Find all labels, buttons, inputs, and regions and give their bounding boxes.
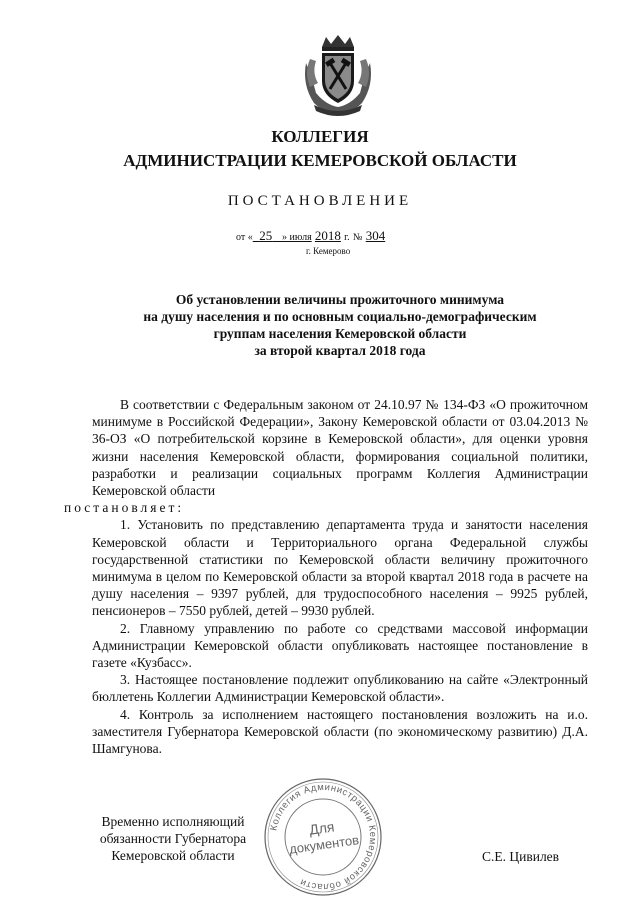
position-line: Кемеровской области [111,848,235,863]
org-name-line1: КОЛЛЕГИЯ [271,127,369,146]
stamp-center-line2: документов [288,832,360,857]
date-month: » июля [282,232,312,243]
title-line: Об установлении величины прожиточного минимума [175,292,505,307]
stamp-ring-text: Коллегия Администрации Кемеровской области [268,781,379,893]
number-label: № [352,232,363,243]
signatory-name: С.Е. Цивилев [482,849,560,864]
title-line: группам населения Кемеровской области [213,326,467,341]
city-label: г. Кемерово [306,246,351,256]
date-year-suffix: г. [344,232,350,243]
coat-of-arms-emblem [300,33,376,117]
document-type: ПОСТАНОВЛЕНИЕ [227,193,413,209]
date-day: 25 [259,228,273,243]
stamp-center-line1: Для [308,818,336,838]
document-body [64,396,588,757]
resolution-item-2: 2. Главному управлению по работе со средствами массовой информации Администрации Кемеровской области опубликовать настоящее постановление в газете «Кузбасс». [92,620,588,671]
signatory-position [88,813,258,864]
document-title [80,291,600,359]
official-stamp [262,776,384,898]
resolution-item-3: 3. Настоящее постановление подлежит опубликованию на сайте «Электронный бюллетень Коллегии Администрации Кемеровской области». [92,672,588,705]
preamble-paragraph: В соответствии с Федеральным законом от 24.10.97 № 134-ФЗ «О прожиточном минимуме в Российской Федерации», Закону Кемеровской области от 03.04.2013 № 36-ОЗ «О потребительской корзине в Кемеровской области», для оценки уровня жизни населения Кемеровской области, формирования социальной политики, разработки и реализации социальных программ Коллегия Администрации Кемеровской области постановляет: [64,397,588,516]
resolves-word: постановляет: [64,500,185,516]
resolution-item-4: 4. Контроль за исполнением настоящего постановления возложить на и.о. заместителя Губернатора Кемеровской области (по экономическому развитию) Д.А. Шамгунова. [92,706,588,757]
position-line: обязанности Губернатора [99,831,247,846]
title-line: на душу населения и по основным социально-демографическим [143,309,537,324]
date-year: 2018 [314,228,341,243]
date-from-label: от « [236,232,253,243]
document-number: 304 [365,228,386,243]
title-line: за второй квартал 2018 года [254,343,426,358]
position-line: Временно исполняющий [101,814,245,829]
resolution-item-1: 1. Установить по представлению департамента труда и занятости населения Кемеровской области и Территориального органа Федеральной службы государственной статистики по Кемеровской области величину прожиточного минимума в целом по Кемеровской области за второй квартал 2018 года в расчете на душу населения – 9397 рублей, для трудоспособного населения – 9925 рублей, пенсионеров – 7550 рублей, детей – 9930 рублей. [92,517,588,619]
org-name-line2: АДМИНИСТРАЦИИ КЕМЕРОВСКОЙ ОБЛАСТИ [123,151,517,170]
document-date-number [236,228,385,246]
